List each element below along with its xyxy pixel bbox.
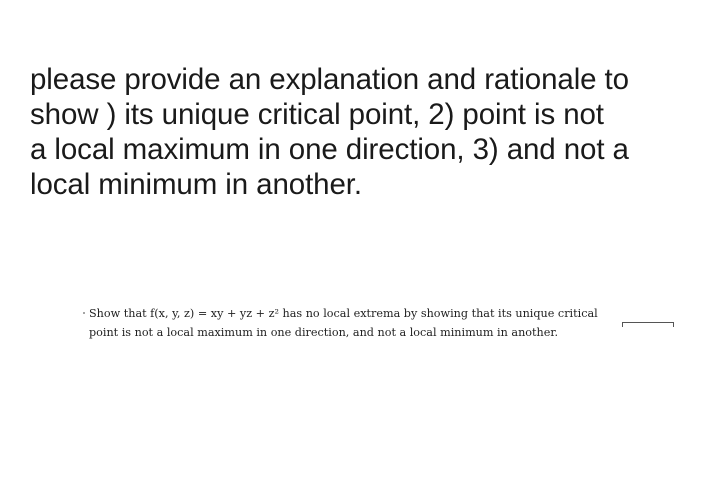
question-line-1: please provide an explanation and rationale to	[30, 63, 629, 96]
question-line-2: show ) its unique critical point, 2) point is not	[30, 98, 604, 131]
question-text	[30, 62, 700, 202]
question-line-3: a local maximum in one direction, 3) and not a	[30, 133, 629, 166]
problem-bullet	[83, 312, 85, 314]
problem-line-1: Show that f(x, y, z) = xy + yz + z² has no local extrema by showing that its unique critical	[89, 307, 598, 320]
problem-statement-image	[89, 304, 689, 342]
crop-edge-mark	[622, 322, 674, 327]
problem-line-2: point is not a local maximum in one direction, and not a local minimum in another.	[89, 326, 558, 339]
question-line-4: local minimum in another.	[30, 168, 362, 201]
